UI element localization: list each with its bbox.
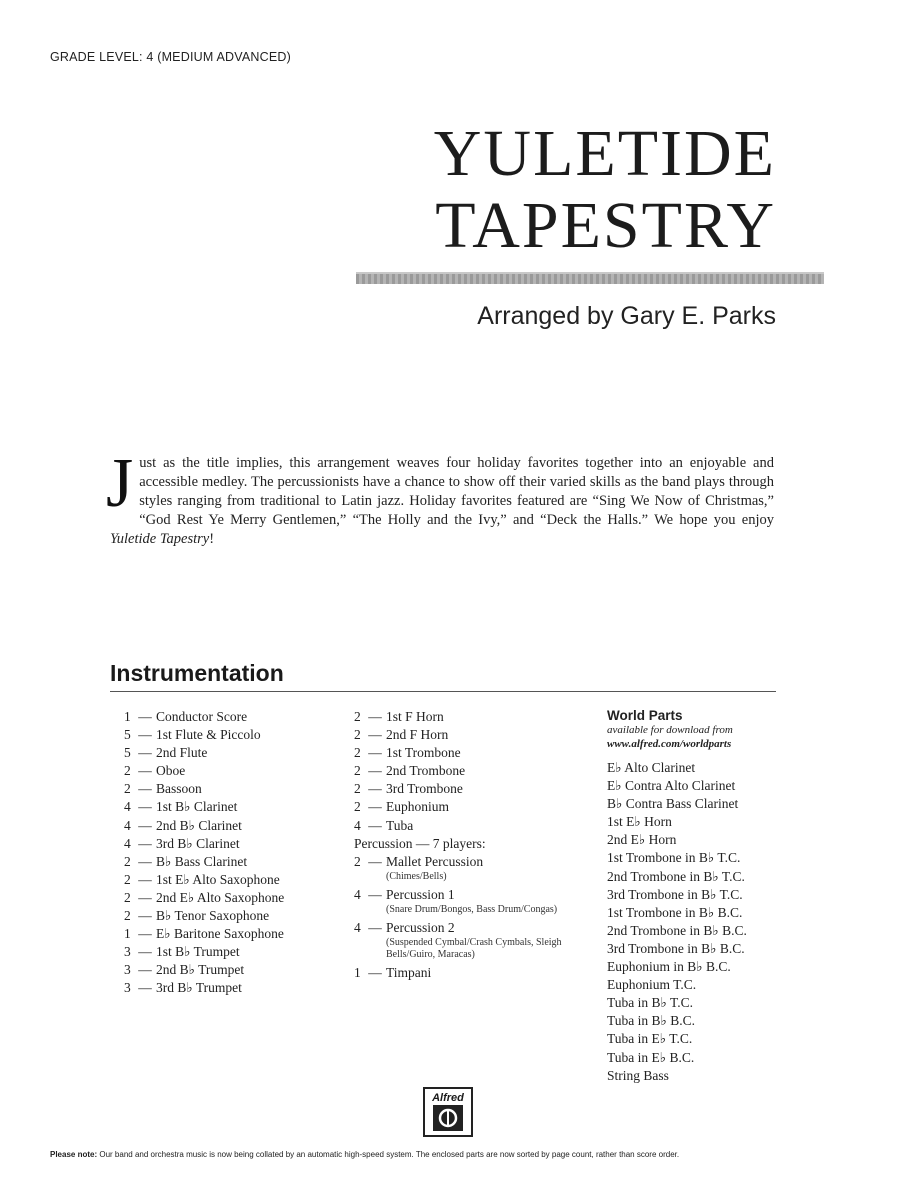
instrument-row (124, 889, 344, 907)
alfred-logo-text: Alfred (432, 1092, 464, 1104)
world-part-item: 1st Trombone in B♭ B.C. (607, 904, 743, 920)
arranger-credit: Arranged by Gary E. Parks (477, 302, 776, 330)
instrument-name: 1st B♭ Clarinet (156, 799, 238, 815)
percussion-detail: (Chimes/Bells) (386, 870, 447, 882)
instrument-row (354, 744, 589, 762)
title-underline-bar (356, 272, 824, 284)
instrument-dash: — (368, 709, 382, 724)
instrument-name: 3rd Trombone (386, 781, 463, 797)
world-part-item: Euphonium in B♭ B.C. (607, 959, 731, 975)
instrument-quantity: 1 (354, 964, 361, 980)
instrument-dash: — (368, 799, 382, 815)
instrument-dash: — (368, 781, 382, 797)
world-parts (607, 708, 807, 1085)
instrument-name: Oboe (156, 763, 186, 779)
instrument-quantity: 2 (124, 889, 131, 905)
instrument-quantity: 2 (354, 727, 361, 743)
instrumentation-rule (110, 691, 776, 692)
instrument-row (124, 762, 344, 780)
instrument-dash: — (368, 886, 382, 902)
collation-note (50, 1150, 850, 1160)
instrument-quantity: 5 (124, 727, 131, 743)
instrument-name: 1st Trombone (386, 745, 461, 761)
instrument-row (124, 744, 344, 762)
instrument-dash: — (138, 763, 152, 779)
instrument-row (354, 964, 589, 982)
instrument-quantity: 2 (124, 763, 131, 779)
instrument-row (124, 853, 344, 871)
title-line-2: TAPESTRY (435, 189, 776, 262)
instrument-row (124, 798, 344, 816)
percussion-item (354, 853, 589, 883)
percussion-heading: Percussion — 7 players: (354, 835, 486, 851)
instrument-name: E♭ Baritone Saxophone (156, 926, 284, 942)
instrument-dash: — (138, 781, 152, 797)
instrument-dash: — (138, 835, 152, 851)
instrumentation-heading: Instrumentation (110, 660, 284, 686)
instrument-quantity: 4 (354, 817, 361, 833)
instrument-row (124, 817, 344, 835)
instrument-row (354, 853, 589, 871)
instrument-row (354, 726, 589, 744)
instrument-dash: — (138, 944, 152, 960)
world-part-item: E♭ Contra Alto Clarinet (607, 778, 736, 794)
instrument-row (124, 780, 344, 798)
instrument-row (124, 961, 344, 979)
instrument-dash: — (138, 962, 152, 978)
instrument-dash: — (368, 919, 382, 935)
instrument-dash: — (138, 889, 152, 905)
drop-cap: J (106, 445, 134, 522)
instrument-quantity: 2 (124, 781, 131, 797)
instrument-quantity: 4 (124, 817, 131, 833)
world-part-item: String Bass (607, 1067, 669, 1083)
instrument-dash: — (138, 727, 152, 743)
instrument-quantity: 2 (124, 871, 131, 887)
instrument-row (124, 835, 344, 853)
instrument-row (124, 871, 344, 889)
instrument-name: 1st B♭ Trumpet (156, 944, 240, 960)
instrument-row (124, 708, 344, 726)
instrument-quantity: 2 (354, 763, 361, 779)
instrument-row (354, 780, 589, 798)
world-part-item: 2nd E♭ Horn (607, 832, 677, 848)
instrument-quantity: 2 (124, 853, 131, 869)
instrument-dash: — (138, 908, 152, 924)
alfred-logo (423, 1087, 473, 1137)
instrument-name: B♭ Bass Clarinet (156, 853, 248, 869)
instrument-name: Mallet Percussion (386, 853, 484, 869)
instrument-dash: — (138, 853, 152, 869)
instrument-name: 2nd Flute (156, 745, 208, 761)
instrument-row (354, 886, 589, 904)
instrument-name: 3rd B♭ Trumpet (156, 980, 242, 996)
instrument-name: 1st F Horn (386, 709, 444, 724)
instrument-dash: — (138, 745, 152, 761)
instrument-dash: — (368, 964, 382, 980)
world-part-item: 2nd Trombone in B♭ B.C. (607, 922, 747, 938)
instrument-row (354, 817, 589, 835)
intro-paragraph (106, 445, 774, 549)
instrument-quantity: 2 (354, 799, 361, 815)
instrument-row (354, 762, 589, 780)
percussion-item (354, 919, 589, 961)
instrument-name: Percussion 2 (386, 919, 455, 935)
instrument-row (124, 925, 344, 943)
instrument-quantity: 4 (354, 919, 361, 935)
world-parts-url[interactable]: www.alfred.com/worldparts (607, 738, 732, 750)
instrument-name: 2nd B♭ Clarinet (156, 817, 242, 833)
grade-level: GRADE LEVEL: 4 (MEDIUM ADVANCED) (50, 50, 291, 64)
world-parts-availability: available for download from (607, 724, 733, 736)
instrument-quantity: 5 (124, 745, 131, 761)
title (356, 118, 776, 262)
instrument-quantity: 3 (124, 944, 131, 960)
world-part-item: E♭ Alto Clarinet (607, 760, 696, 775)
intro-text: ust as the title implies, this arrangement weaves four holiday favorites together into an enjoyable and accessible medley. The percussionists have a chance to show off their varied skills as the band plays through styles ranging from traditional to Latin jazz. Holiday favorites featured are “Sing We Now of Christmas,” “God Rest Ye Merry Gentlemen,” “The Holly and the Ivy,” and “Deck the Halls.” We hope you enjoy (139, 455, 774, 528)
instrument-dash: — (368, 727, 382, 743)
instrument-row (124, 943, 344, 961)
world-parts-title: World Parts (607, 708, 683, 723)
instrument-name: Tuba (386, 817, 414, 833)
world-part-item: Euphonium T.C. (607, 977, 697, 993)
instrument-dash: — (368, 745, 382, 761)
intro-text-end: ! (209, 531, 215, 547)
instrument-quantity: 4 (354, 886, 361, 902)
instrument-column-1 (124, 708, 344, 998)
instrument-row (354, 798, 589, 816)
instrument-row (124, 907, 344, 925)
world-part-item: 3rd Trombone in B♭ B.C. (607, 940, 745, 956)
percussion-detail: (Suspended Cymbal/Crash Cymbals, Sleigh Bells/Guiro, Maracas) (386, 936, 562, 960)
world-part-item: 3rd Trombone in B♭ T.C. (607, 886, 743, 902)
instrument-dash: — (138, 799, 152, 815)
instrument-quantity: 4 (124, 799, 131, 815)
percussion-item (354, 886, 589, 916)
intro-title-italic: Yuletide Tapestry (110, 531, 210, 547)
instrument-quantity: 2 (354, 781, 361, 797)
instrument-dash: — (368, 817, 382, 833)
instrument-quantity: 2 (354, 853, 361, 869)
instrument-dash: — (138, 709, 152, 724)
instrument-quantity: 1 (124, 709, 131, 724)
instrument-quantity: 1 (124, 926, 131, 942)
note-label: Please note: (50, 1150, 98, 1159)
instrument-quantity: 2 (124, 908, 131, 924)
note-text: Our band and orchestra music is now being collated by an automatic high-speed system. The enclosed parts are now sorted by page count, rather than score order. (97, 1150, 680, 1159)
instrument-quantity: 4 (124, 835, 131, 851)
title-line-1: YULETIDE (433, 117, 776, 190)
world-part-item: Tuba in B♭ B.C. (607, 1013, 696, 1029)
instrument-name: 3rd B♭ Clarinet (156, 835, 240, 851)
world-part-item: Tuba in E♭ B.C. (607, 1049, 695, 1065)
instrument-name: 2nd E♭ Alto Saxophone (156, 889, 285, 905)
instrument-name: B♭ Tenor Saxophone (156, 908, 270, 924)
instrument-column-2 (354, 708, 589, 982)
instrument-row (124, 726, 344, 744)
instrument-name: Conductor Score (156, 709, 248, 724)
percussion-item (354, 964, 589, 982)
instrument-name: Timpani (386, 964, 432, 980)
world-part-item: 1st E♭ Horn (607, 814, 672, 830)
instrument-row (124, 979, 344, 997)
instrument-quantity: 2 (354, 709, 361, 724)
world-part-item: Tuba in E♭ T.C. (607, 1031, 693, 1047)
alfred-logo-icon (433, 1105, 463, 1131)
instrument-dash: — (368, 763, 382, 779)
world-part-item: B♭ Contra Bass Clarinet (607, 796, 739, 812)
instrument-row (354, 708, 589, 726)
world-part-item: Tuba in B♭ T.C. (607, 995, 694, 1011)
instrument-name: Euphonium (386, 799, 449, 815)
instrument-dash: — (368, 853, 382, 869)
instrument-dash: — (138, 980, 152, 996)
instrument-name: 1st Flute & Piccolo (156, 727, 261, 743)
instrument-name: 2nd F Horn (386, 727, 449, 743)
world-part-item: 2nd Trombone in B♭ T.C. (607, 868, 745, 884)
instrument-dash: — (138, 926, 152, 942)
percussion-detail: (Snare Drum/Bongos, Bass Drum/Congas) (386, 903, 558, 915)
instrument-name: 2nd B♭ Trumpet (156, 962, 245, 978)
instrument-name: Percussion 1 (386, 886, 455, 902)
instrument-quantity: 2 (354, 745, 361, 761)
instrument-quantity: 3 (124, 962, 131, 978)
instrument-quantity: 3 (124, 980, 131, 996)
world-part-item: 1st Trombone in B♭ T.C. (607, 850, 741, 866)
instrument-row (354, 919, 589, 937)
instrument-dash: — (138, 817, 152, 833)
instrument-name: 1st E♭ Alto Saxophone (156, 871, 280, 887)
instrument-name: 2nd Trombone (386, 763, 466, 779)
instrument-dash: — (138, 871, 152, 887)
instrument-name: Bassoon (156, 781, 202, 797)
